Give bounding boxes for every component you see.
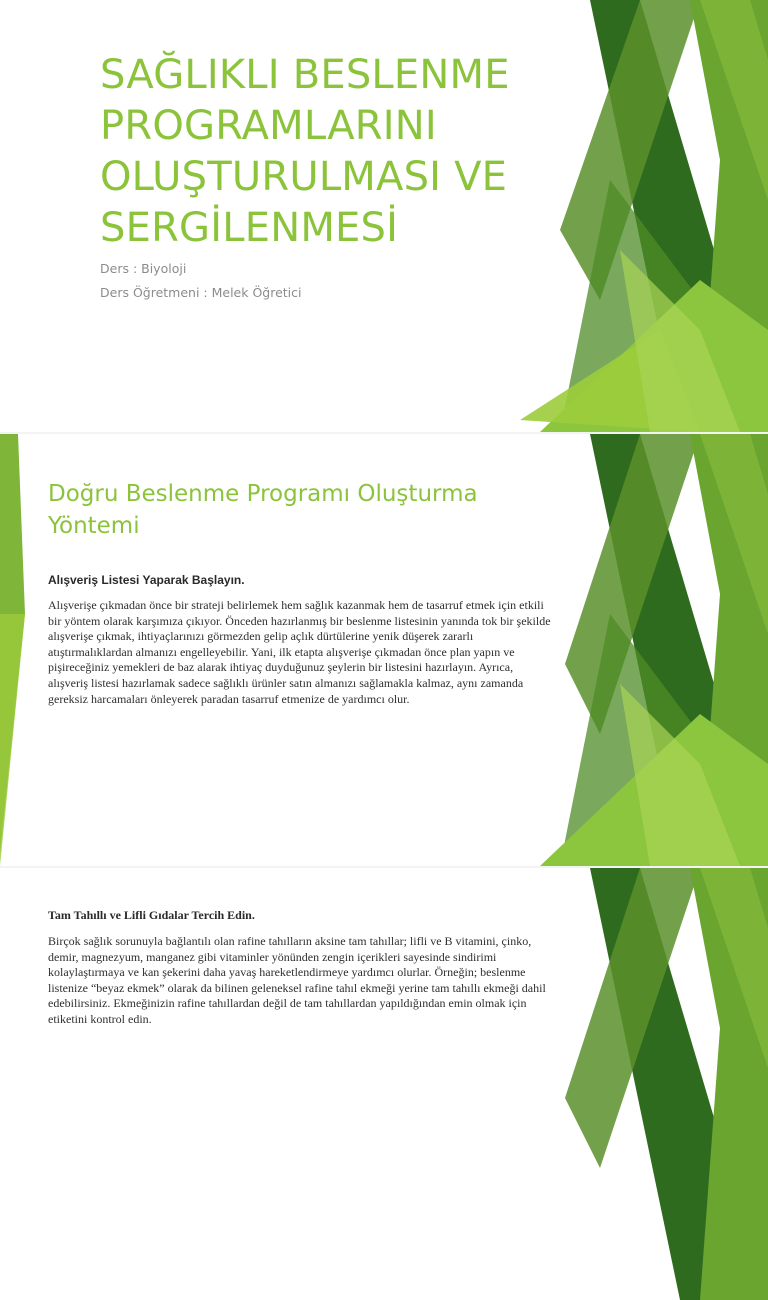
section-paragraph: Alışverişe çıkmadan önce bir strateji belirlemek hem sağlık kazanmak hem de tasarruf etmek için etkili bir yöntem olarak karşımıza çıkıyor. Önceden hazırlanmış bir beslenme listesinin yanında tok bir şekilde alışverişe çıkmak, ihtiyaçlarınızı görmezden gelip açlık dürtülerine yenik düşerek zararlı atıştırmalıklardan almanızı engelleyebilir. Yani, ilk etapta alışverişe çıkmadan önce plan yapın ve pişireceğiniz yemekleri de baz alarak ihtiyaç duyduğunuz şeylerin bir listesini hazırlayın. Ayrıca, alışveriş listesi hazırlamak sadece sağlıklı ürünler satın almanızı sağlamakla kalmaz, aynı zamanda gereksiz harcamaları önleyerek paradan tasarruf etmenize de yardımcı olur.: [48, 598, 551, 706]
slide-title: Doğru Beslenme Programı Oluşturma Yöntemi: [48, 481, 478, 539]
content-slide: [0, 868, 768, 1300]
section-heading: Tam Tahıllı ve Lifli Gıdalar Tercih Edin.: [48, 908, 255, 922]
section-paragraph: Birçok sağlık sorunuyla bağlantılı olan rafine tahılların aksine tam tahıllar; lifli ve B vitamini, çinko, demir, magnezyum, manganez gibi vitaminler yönünden zengin içerikleri sayesinde sindirimi kolaylaştırmaya ve kan şekerini daha yavaş hareketlendirmeye yardımcı olurlar. Örneğin; beslenme listenize “beyaz ekmek” olarak da bilinen geleneksel rafine tahıl ekmeği yerine tam tahıllı ekmeği dahil edebilirsiniz. Ekmeğinizin rafine tahıllardan değil de tam tahıllardan yapıldığından emin olmak için etiketini kontrol edin.: [48, 934, 546, 1026]
teacher-label: Ders Öğretmeni : Melek Öğretici: [100, 285, 302, 300]
section-heading: Alışveriş Listesi Yaparak Başlayın.: [48, 573, 245, 587]
slide-title: SAĞLIKLI BESLENME PROGRAMLARINI OLUŞTURULMASI VE SERGİLENMESİ: [100, 52, 510, 251]
title-slide: [0, 0, 768, 432]
content-slide: [0, 434, 768, 866]
course-label: Ders : Biyoloji: [100, 261, 187, 276]
green-decoration: [0, 868, 768, 1300]
